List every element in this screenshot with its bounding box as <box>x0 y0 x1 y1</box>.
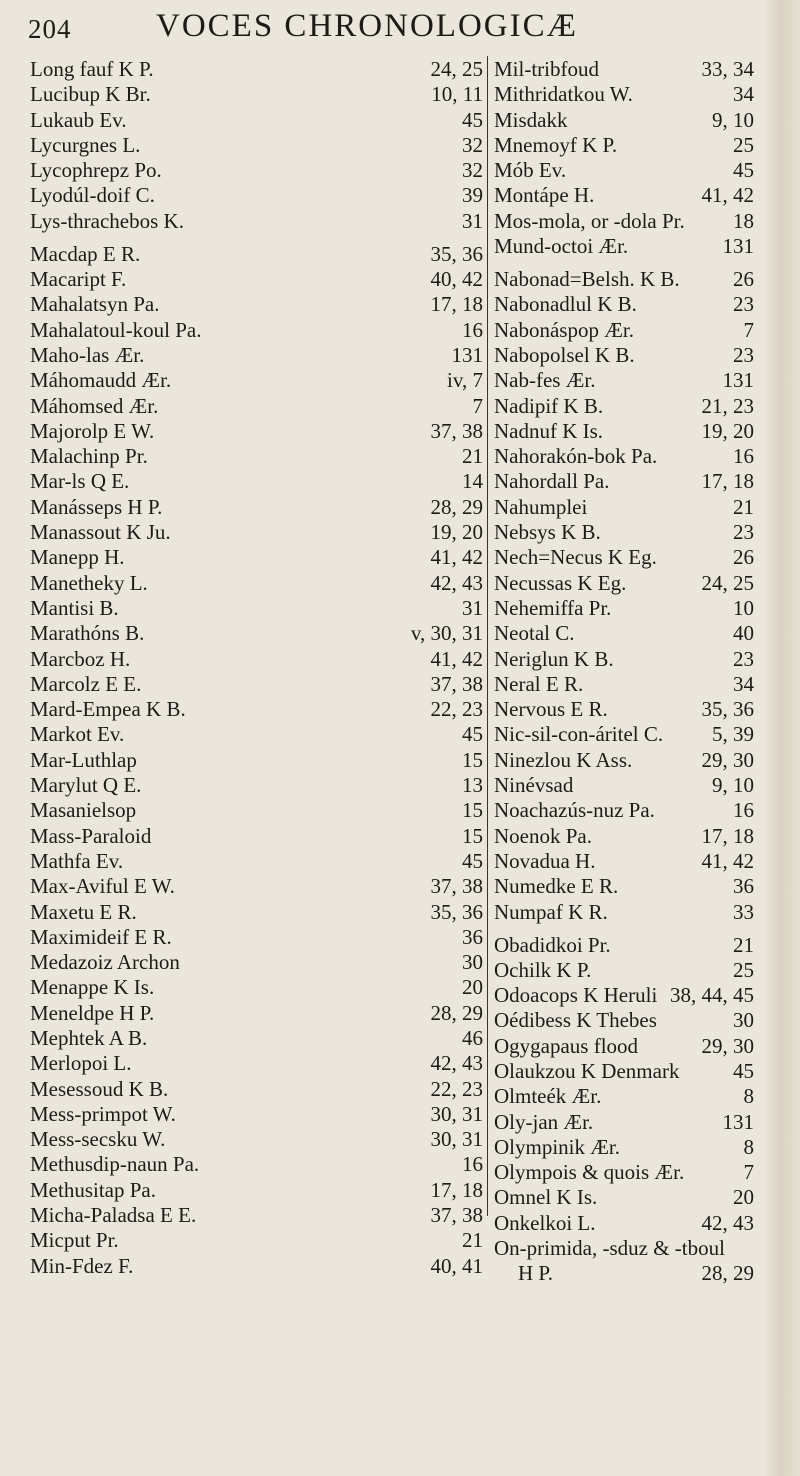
entry-page-ref: 35, 36 <box>701 697 754 722</box>
entry-page-ref: 21 <box>733 932 754 957</box>
index-entry <box>30 1076 483 1101</box>
index-entry <box>30 1101 483 1126</box>
entry-page-ref: 45 <box>462 848 483 873</box>
entry-term: Ninévsad <box>494 773 574 798</box>
entry-term: Lycurgnes L. <box>30 132 141 157</box>
entry-term: Micha-Paladsa E E. <box>30 1203 197 1228</box>
entry-term: Merlopoi L. <box>30 1051 132 1076</box>
entry-term: Nahordall Pa. <box>494 469 610 494</box>
entry-page-ref: 26 <box>733 267 754 292</box>
index-entry <box>494 494 754 519</box>
entry-page-ref: 15 <box>462 823 483 848</box>
entry-term: Marathóns B. <box>30 621 145 646</box>
entry-page-ref: 21 <box>462 1228 483 1253</box>
entry-page-ref: 41, 42 <box>430 646 483 671</box>
entry-term: Nadnuf K Is. <box>494 418 604 443</box>
entry-page-ref: 35, 36 <box>430 241 483 266</box>
entry-term: Nabonáspop Ær. <box>494 317 634 342</box>
entry-term: Lukaub Ev. <box>30 107 127 132</box>
entry-page-ref: 30, 31 <box>430 1127 483 1152</box>
index-entry <box>30 522 483 543</box>
entry-term: Numpaf K R. <box>494 899 608 924</box>
entry-page-ref: 24, 25 <box>430 57 483 81</box>
entry-term: Novadua H. <box>494 848 596 873</box>
entry-term: Nabopolsel K B. <box>494 342 635 367</box>
entry-page-ref: 41, 42 <box>701 183 754 208</box>
entry-page-ref: 45 <box>462 107 483 132</box>
index-entry <box>494 269 754 290</box>
entry-page-ref: 17, 18 <box>701 823 754 848</box>
index-entry <box>30 471 483 492</box>
column-divider <box>487 56 488 1216</box>
entry-page-ref: 22, 23 <box>430 1076 483 1101</box>
index-entry <box>494 699 754 720</box>
index-entry <box>30 899 483 924</box>
entry-term: Oédibess K Thebes <box>494 1008 657 1033</box>
index-entry <box>30 1053 483 1074</box>
entry-page-ref: 21 <box>733 494 754 519</box>
entry-page-ref: 16 <box>733 444 754 469</box>
index-entry <box>30 1253 483 1278</box>
index-entry <box>494 208 754 233</box>
entry-page-ref: 23 <box>733 292 754 317</box>
index-entry <box>494 317 754 342</box>
entry-page-ref: 33, 34 <box>701 57 754 81</box>
entry-page-ref: 25 <box>733 957 754 982</box>
entry-term: Montápe H. <box>494 183 595 208</box>
index-entry <box>30 269 483 290</box>
entry-term: Mephtek A B. <box>30 1025 148 1050</box>
entry-term: Mass-Paraloid <box>30 823 152 848</box>
entry-term: H P. <box>518 1261 554 1286</box>
index-entry <box>30 952 483 973</box>
entry-page-ref: 40, 42 <box>430 267 483 292</box>
index-entry <box>494 1134 754 1159</box>
entry-page-ref: 34 <box>733 82 754 107</box>
index-entry <box>494 471 754 492</box>
entry-page-ref: 22, 23 <box>430 697 483 722</box>
entry-term: Min-Fdez F. <box>30 1253 134 1278</box>
entry-page-ref: 42, 43 <box>430 570 483 595</box>
index-entry <box>30 294 483 315</box>
entry-term: Marylut Q E. <box>30 773 142 798</box>
index-entry <box>494 236 754 257</box>
index-entry <box>30 446 483 467</box>
index-entry <box>30 747 483 772</box>
entry-page-ref: 23 <box>733 342 754 367</box>
entry-page-ref: 41, 42 <box>701 848 754 873</box>
entry-page-ref: 16 <box>733 798 754 823</box>
entry-term: Lys-thrachebos K. <box>30 208 184 233</box>
index-entry <box>494 1109 754 1134</box>
index-entry <box>494 1010 754 1031</box>
entry-page-ref: 131 <box>722 368 754 393</box>
entry-page-ref: 28, 29 <box>430 1000 483 1025</box>
entry-page-ref: 10 <box>733 595 754 620</box>
index-entry <box>30 775 483 796</box>
entry-term: Nahorakón-bok Pa. <box>494 444 658 469</box>
entry-page-ref: 23 <box>733 520 754 545</box>
entry-term: Micput Pr. <box>30 1228 119 1253</box>
entry-term: Mathfa Ev. <box>30 848 124 873</box>
entry-term: Mard-Empea K B. <box>30 697 186 722</box>
entry-term: On-primida, -sduz & -tboul <box>494 1236 725 1261</box>
index-entry <box>494 1187 754 1208</box>
entry-page-ref: 36 <box>733 874 754 899</box>
index-entry <box>494 107 754 132</box>
entry-term: Lyodúl-doif C. <box>30 183 155 208</box>
index-entry <box>494 1033 754 1058</box>
entry-page-ref: 17, 18 <box>430 292 483 317</box>
entry-page-ref: 46 <box>462 1025 483 1050</box>
entry-term: Onkelkoi L. <box>494 1210 596 1235</box>
entry-page-ref: 40 <box>733 621 754 646</box>
entry-term: Mund-octoi Ær. <box>494 234 629 259</box>
entry-term: Lucibup K Br. <box>30 82 151 107</box>
entry-page-ref: 33 <box>733 899 754 924</box>
entry-page-ref: 25 <box>733 132 754 157</box>
entry-page-ref: 21 <box>462 444 483 469</box>
entry-term: Maho-las Ær. <box>30 342 145 367</box>
entry-term: Nic-sil-con-áritel C. <box>494 722 664 747</box>
index-entry <box>30 570 483 595</box>
index-entry <box>494 1086 754 1107</box>
entry-term: Olympinik Ær. <box>494 1134 621 1159</box>
index-entry <box>30 494 483 519</box>
entry-page-ref: 45 <box>733 158 754 183</box>
running-title: VOCES CHRONOLOGICÆ <box>156 8 578 44</box>
entry-term: Misdakk <box>494 107 568 132</box>
entry-page-ref: 20 <box>462 975 483 1000</box>
entry-term: Nehemiffa Pr. <box>494 595 612 620</box>
index-entry <box>494 418 754 443</box>
index-entry <box>494 132 754 157</box>
index-entry <box>30 823 483 848</box>
entry-page-ref: 30 <box>733 1008 754 1033</box>
entry-page-ref: 42, 43 <box>701 1210 754 1235</box>
entry-page-ref: 9, 10 <box>712 107 754 132</box>
entry-term: Nebsys K B. <box>494 520 601 545</box>
index-entry <box>494 932 754 957</box>
entry-term: Max-Aviful E W. <box>30 874 175 899</box>
entry-page-ref: 26 <box>733 545 754 570</box>
index-column-right <box>494 59 754 1289</box>
index-entry <box>30 699 483 720</box>
index-entry <box>30 1025 483 1050</box>
entry-page-ref: 7 <box>472 393 483 418</box>
index-entry <box>30 59 483 80</box>
entry-term: Methusdip-naun Pa. <box>30 1152 200 1177</box>
entry-page-ref: 40, 41 <box>430 1253 483 1278</box>
entry-page-ref: 42, 43 <box>430 1051 483 1076</box>
entry-term: Methusitap Pa. <box>30 1177 156 1202</box>
entry-page-ref: 41, 42 <box>430 545 483 570</box>
index-entry <box>494 547 754 568</box>
entry-term: Manetheky L. <box>30 570 148 595</box>
entry-term: Long fauf K P. <box>30 57 154 81</box>
entry-page-ref: 23 <box>733 646 754 671</box>
index-entry <box>494 595 754 620</box>
entry-page-ref: 16 <box>462 317 483 342</box>
index-entry <box>30 977 483 998</box>
index-entry <box>30 185 483 206</box>
entry-term: Nab-fes Ær. <box>494 368 596 393</box>
entry-term: Mos-mola, or -dola Pr. <box>494 208 685 233</box>
entry-term: Olmteék Ær. <box>494 1084 602 1109</box>
entry-page-ref: 31 <box>462 208 483 233</box>
index-entry <box>494 876 754 897</box>
index-entry <box>30 1154 483 1175</box>
entry-page-ref: 28, 29 <box>430 494 483 519</box>
entry-page-ref: 37, 38 <box>430 1203 483 1228</box>
entry-term: Omnel K Is. <box>494 1185 598 1210</box>
index-entry <box>494 446 754 467</box>
entry-page-ref: 15 <box>462 798 483 823</box>
index-entry <box>494 342 754 367</box>
index-entry <box>30 595 483 620</box>
page-header <box>28 8 768 48</box>
entry-page-ref: v, 30, 31 <box>410 621 483 646</box>
index-entry <box>494 747 754 772</box>
entry-term: Noachazús-nuz Pa. <box>494 798 655 823</box>
index-entry <box>494 1058 754 1083</box>
entry-term: Maxetu E R. <box>30 899 137 924</box>
entry-page-ref: 30 <box>462 950 483 975</box>
index-entry <box>30 418 483 443</box>
index-entry <box>494 957 754 982</box>
index-entry <box>494 59 754 80</box>
index-entry <box>494 522 754 543</box>
index-entry <box>30 724 483 745</box>
entry-page-ref: 7 <box>743 1160 754 1185</box>
entry-term: Máhomsed Ær. <box>30 393 159 418</box>
entry-term: Ogygapaus flood <box>494 1033 639 1058</box>
index-entry <box>30 1205 483 1226</box>
entry-page-ref: 37, 38 <box>430 874 483 899</box>
entry-term: Nadipif K B. <box>494 393 604 418</box>
entry-term: Mahalatoul-koul Pa. <box>30 317 202 342</box>
index-entry <box>30 370 483 391</box>
index-entry <box>494 185 754 206</box>
entry-page-ref: 32 <box>462 132 483 157</box>
entry-term: Nech=Necus K Eg. <box>494 545 657 570</box>
index-entry <box>494 724 754 745</box>
entry-page-ref: 10, 11 <box>431 82 483 107</box>
entry-term: Mahalatsyn Pa. <box>30 292 160 317</box>
index-entry <box>30 208 483 233</box>
entry-term: Numedke E R. <box>494 874 619 899</box>
index-entry <box>494 985 754 1006</box>
index-entry <box>30 671 483 696</box>
index-entry <box>30 160 483 181</box>
entry-term: Neral E R. <box>494 671 584 696</box>
entry-term: Menappe K Is. <box>30 975 155 1000</box>
entry-term: Mantisi B. <box>30 595 119 620</box>
entry-term: Mess-secsku W. <box>30 1127 166 1152</box>
entry-page-ref: 17, 18 <box>701 469 754 494</box>
entry-term: Marcolz E E. <box>30 671 142 696</box>
entry-page-ref: 8 <box>743 1084 754 1109</box>
index-entry <box>30 1000 483 1025</box>
entry-term: Lycophrepz Po. <box>30 158 162 183</box>
entry-term: Majorolp E W. <box>30 418 155 443</box>
entry-page-ref: 17, 18 <box>430 1177 483 1202</box>
index-entry <box>30 1129 483 1150</box>
entry-page-ref: 38, 44, 45 <box>670 983 754 1008</box>
entry-page-ref: 30, 31 <box>430 1101 483 1126</box>
entry-page-ref: 21, 23 <box>701 393 754 418</box>
index-entry <box>30 848 483 873</box>
entry-page-ref: 28, 29 <box>701 1261 754 1286</box>
index-entry <box>30 623 483 644</box>
entry-term: Meneldpe H P. <box>30 1000 155 1025</box>
entry-term: Mar-ls Q E. <box>30 469 130 494</box>
entry-page-ref: 131 <box>722 1109 754 1134</box>
entry-page-ref: 29, 30 <box>701 1033 754 1058</box>
entry-term: Mil-tribfoud <box>494 57 599 81</box>
index-entry <box>494 823 754 848</box>
entry-page-ref: 14 <box>462 469 483 494</box>
entry-term: Mnemoyf K P. <box>494 132 618 157</box>
index-entry <box>30 924 483 949</box>
index-entry <box>494 623 754 644</box>
index-entry <box>30 876 483 897</box>
index-entry <box>494 393 754 418</box>
index-entry <box>30 132 483 157</box>
index-entry <box>494 1263 754 1284</box>
entry-term: Nabonadlul K B. <box>494 292 637 317</box>
index-entry <box>494 370 754 391</box>
entry-page-ref: 34 <box>733 671 754 696</box>
entry-page-ref: 36 <box>462 924 483 949</box>
index-entry <box>494 800 754 821</box>
entry-page-ref: 131 <box>722 234 754 259</box>
entry-term: Manepp H. <box>30 545 125 570</box>
entry-term: Manassout K Ju. <box>30 520 171 545</box>
entry-term: Nabonad=Belsh. K B. <box>494 267 680 292</box>
entry-term: Necussas K Eg. <box>494 570 627 595</box>
entry-page-ref: 29, 30 <box>701 747 754 772</box>
entry-page-ref: 8 <box>743 1134 754 1159</box>
index-entry <box>494 1210 754 1235</box>
page-edge-shadow <box>764 0 800 1476</box>
entry-term: Malachinp Pr. <box>30 444 148 469</box>
entry-page-ref: 37, 38 <box>430 671 483 696</box>
index-entry <box>30 800 483 821</box>
entry-page-ref: iv, 7 <box>447 368 483 393</box>
entry-page-ref: 9, 10 <box>712 773 754 798</box>
entry-term: Nervous E R. <box>494 697 608 722</box>
entry-term: Mar-Luthlap <box>30 747 137 772</box>
entry-page-ref: 37, 38 <box>430 418 483 443</box>
entry-term: Odoacops K Heruli <box>494 983 658 1008</box>
entry-term: Marcboz H. <box>30 646 131 671</box>
entry-page-ref: 45 <box>733 1058 754 1083</box>
entry-page-ref: 18 <box>733 208 754 233</box>
index-entry <box>494 671 754 696</box>
index-entry <box>30 393 483 418</box>
entry-term: Noenok Pa. <box>494 823 592 848</box>
entry-page-ref: 19, 20 <box>430 520 483 545</box>
index-entry <box>494 570 754 595</box>
entry-page-ref: 19, 20 <box>701 418 754 443</box>
entry-page-ref: 39 <box>462 183 483 208</box>
entry-term: Olaukzou K Denmark <box>494 1058 680 1083</box>
entry-page-ref: 5, 39 <box>712 722 754 747</box>
entry-page-ref: 20 <box>733 1185 754 1210</box>
index-column-left <box>30 59 483 1281</box>
index-entry <box>494 899 754 924</box>
index-entry <box>30 547 483 568</box>
entry-term: Medazoiz Archon <box>30 950 180 975</box>
entry-term: Mess-primpot W. <box>30 1101 176 1126</box>
entry-page-ref: 32 <box>462 158 483 183</box>
index-entry <box>494 848 754 873</box>
index-entry <box>30 1177 483 1202</box>
index-entry <box>30 241 483 266</box>
entry-term: Manásseps H P. <box>30 494 163 519</box>
entry-term: Mithridatkou W. <box>494 82 633 107</box>
index-entry <box>494 775 754 796</box>
entry-term: Macdap E R. <box>30 241 141 266</box>
page-number: 204 <box>28 14 72 44</box>
index-entry <box>494 160 754 181</box>
index-entry <box>30 107 483 132</box>
entry-term: Máhomaudd Ær. <box>30 368 172 393</box>
index-entry <box>30 342 483 367</box>
entry-term: Neriglun K B. <box>494 646 614 671</box>
entry-page-ref: 131 <box>451 342 483 367</box>
entry-term: Neotal C. <box>494 621 575 646</box>
entry-page-ref: 16 <box>462 1152 483 1177</box>
entry-term: Olympois & quois Ær. <box>494 1160 685 1185</box>
entry-page-ref: 24, 25 <box>701 570 754 595</box>
index-entry <box>30 1230 483 1251</box>
index-entry <box>494 294 754 315</box>
entry-term: Maximideif E R. <box>30 924 172 949</box>
entry-term: Mób Ev. <box>494 158 567 183</box>
entry-term: Macaript F. <box>30 267 127 292</box>
entry-page-ref: 15 <box>462 747 483 772</box>
entry-term: Ninezlou K Ass. <box>494 747 633 772</box>
entry-page-ref: 31 <box>462 595 483 620</box>
index-entry <box>30 646 483 671</box>
entry-page-ref: 7 <box>743 317 754 342</box>
entry-page-ref: 45 <box>462 722 483 747</box>
entry-term: Markot Ev. <box>30 722 125 747</box>
index-entry <box>30 84 483 105</box>
index-entry <box>494 84 754 105</box>
entry-page-ref: 35, 36 <box>430 899 483 924</box>
entry-term: Mesessoud K B. <box>30 1076 169 1101</box>
entry-term: Oly-jan Ær. <box>494 1109 594 1134</box>
index-entry <box>30 317 483 342</box>
entry-term: Ochilk K P. <box>494 957 592 982</box>
entry-term: Masanielsop <box>30 798 137 823</box>
entry-term: Nahumplei <box>494 494 588 519</box>
index-entry <box>494 646 754 671</box>
index-entry <box>494 1162 754 1183</box>
index-entry <box>494 1238 754 1259</box>
entry-term: Obadidkoi Pr. <box>494 932 611 957</box>
entry-page-ref: 13 <box>462 773 483 798</box>
